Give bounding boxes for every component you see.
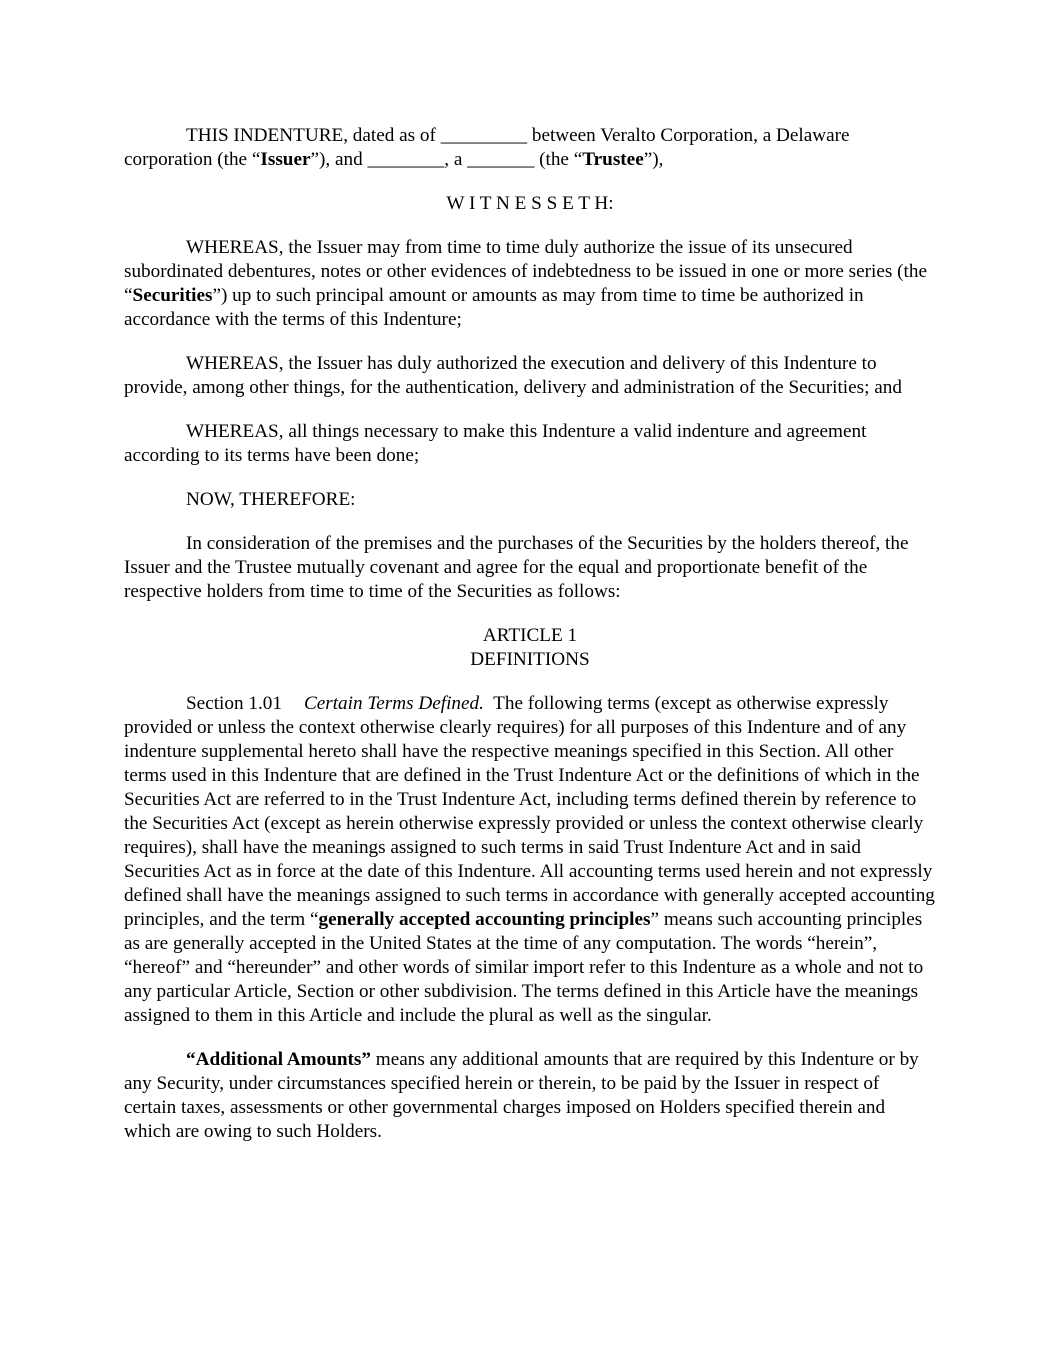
- issuer-defined-term: Issuer: [260, 149, 311, 170]
- article-heading: [124, 624, 936, 672]
- intro-text-1: THIS INDENTURE, dated as of _________ between Veralto Corporation, a Delaware corporation (the “: [124, 125, 850, 170]
- securities-defined-term: Securities: [132, 285, 213, 306]
- now-therefore-paragraph: NOW, THEREFORE:: [186, 489, 356, 510]
- intro-text-3: ”),: [643, 149, 664, 170]
- whereas-paragraph-1: [124, 236, 936, 332]
- section-text-2: ” means such accounting principles as are generally accepted in the United States at the time of any computation. The words “herein”, “hereof” and “hereunder” and other words of similar import refer to this Indenture as a whole and not to any particular Article, Section or other subdivision. The terms defined in this Article have the meanings assigned to them in this Article and include the plural as well as the singular.: [124, 909, 924, 1026]
- witnesseth-heading: W I T N E S S E T H:: [446, 193, 614, 214]
- additional-amounts-text: means any additional amounts that are required by this Indenture or by any Security, under circumstances specified herein or therein, to be paid by the Issuer in respect of certain taxes, assessments or other governmental charges imposed on Holders specified therein and which are owing to such Holders.: [124, 1049, 919, 1142]
- section-text-1: The following terms (except as otherwise expressly provided or unless the context otherwise clearly requires) for all purposes of this Indenture and of any indenture supplemental hereto shall have the respective meanings specified in this Section. All other terms used in this Indenture that are defined in the Trust Indenture Act or the definitions of which in the Securities Act are referred to in the Trust Indenture Act, including terms defined therein by reference to the Securities Act (except as herein otherwise expressly provided or unless the context otherwise clearly requires), shall have the meanings assigned to such terms in said Trust Indenture Act and in said Securities Act as in force at the date of this Indenture. All accounting terms used herein and not expressly defined shall have the meanings assigned to such terms in accordance with generally accepted accounting principles, and the term “: [124, 693, 935, 930]
- intro-text-2: ”), and ________, a _______ (the “: [310, 149, 583, 170]
- whereas-1-text-2: ”) up to such principal amount or amounts as may from time to time be authorized in accordance with the terms of this Indenture;: [124, 285, 864, 330]
- whereas-paragraph-2: WHEREAS, the Issuer has duly authorized the execution and delivery of this Indenture to provide, among other things, for the authentication, delivery and administration of the Securities; and: [124, 353, 902, 398]
- whereas-1-text-1: WHEREAS, the Issuer may from time to time duly authorize the issue of its unsecured subordinated debentures, notes or other evidences of indebtedness to be issued in one or more series (the “: [124, 237, 927, 306]
- whereas-paragraph-3: WHEREAS, all things necessary to make this Indenture a valid indenture and agreement according to its terms have been done;: [124, 421, 867, 466]
- gaap-defined-term: generally accepted accounting principles: [318, 909, 651, 930]
- article-number: ARTICLE 1: [482, 625, 578, 646]
- intro-paragraph: [124, 124, 936, 172]
- additional-amounts-term: “Additional Amounts”: [186, 1049, 371, 1070]
- section-label: Section 1.01: [186, 693, 282, 714]
- trustee-defined-term: Trustee: [582, 149, 644, 170]
- document-page: [124, 124, 936, 1164]
- section-1-01-paragraph: [124, 692, 936, 1028]
- consideration-paragraph: In consideration of the premises and the purchases of the Securities by the holders thereof, the Issuer and the Trustee mutually covenant and agree for the equal and proportionate benefit of the respective holders from time to time of the Securities as follows:: [124, 533, 909, 602]
- article-title: DEFINITIONS: [470, 649, 590, 670]
- section-heading: Certain Terms Defined.: [303, 693, 484, 714]
- additional-amounts-definition: [124, 1048, 936, 1144]
